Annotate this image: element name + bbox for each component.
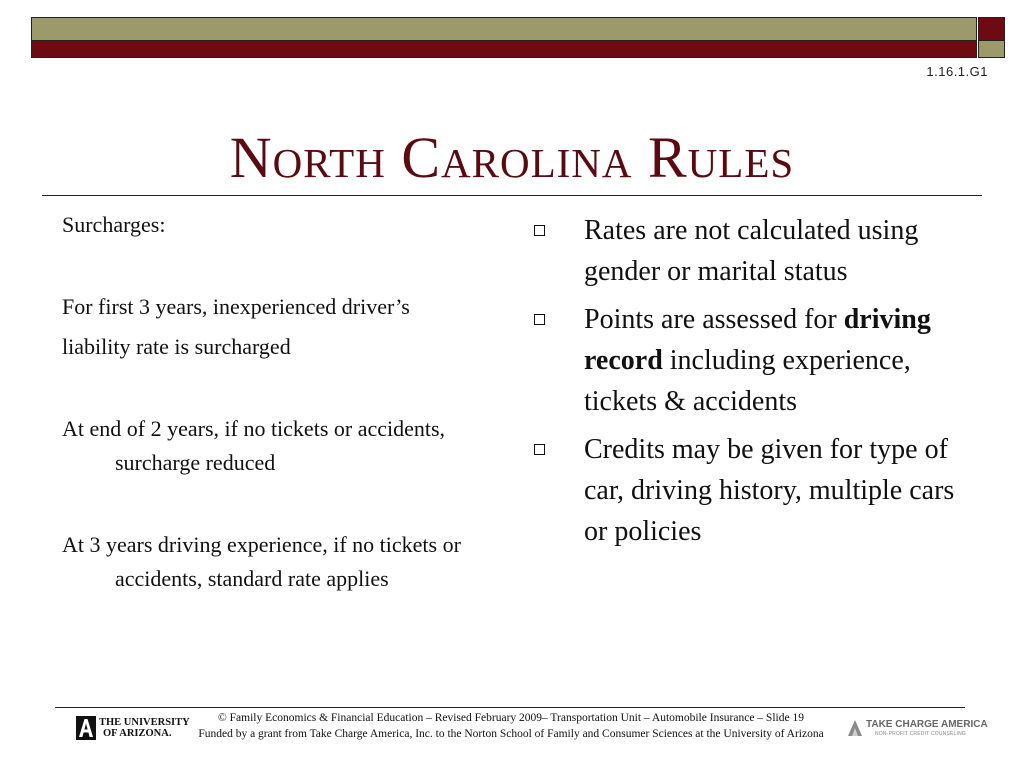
bullet-text-bold: driving record bbox=[584, 304, 931, 376]
bullet-text-pre: Points are assessed for bbox=[584, 304, 844, 335]
standard-rate-paragraph: At 3 years driving experience, if no tickets or accidents, standard rate applies bbox=[62, 532, 461, 591]
left-column bbox=[62, 208, 512, 596]
right-column bbox=[534, 210, 974, 559]
header-band-olive bbox=[31, 17, 977, 41]
take-charge-america-logo bbox=[846, 716, 988, 740]
header-square-olive bbox=[978, 41, 1005, 58]
surcharge-reduction-paragraph: At end of 2 years, if no tickets or accidents, surcharge reduced bbox=[62, 416, 446, 475]
university-a-logo-icon bbox=[76, 716, 96, 740]
header-band-maroon bbox=[31, 41, 977, 58]
bullet-text: Rates are not calculated using gender or marital status bbox=[584, 215, 919, 287]
footer-funding: Funded by a grant from Take Charge America, Inc. to the Norton School of Family and Consumer Sciences at the University of Arizona bbox=[198, 728, 824, 740]
surcharge-line-2: liability rate is surcharged bbox=[62, 334, 291, 359]
footer-text bbox=[176, 710, 846, 742]
surcharges-heading: Surcharges: bbox=[62, 212, 166, 237]
hollow-square-icon bbox=[534, 225, 545, 236]
take-charge-logo-icon bbox=[846, 718, 864, 738]
university-logo-line-1: THE UNIVERSITY bbox=[99, 717, 190, 728]
bullet-item bbox=[534, 429, 974, 552]
hollow-square-icon bbox=[534, 314, 545, 325]
take-charge-subtitle: NON-PROFIT CREDIT COUNSELING bbox=[875, 731, 966, 737]
university-of-arizona-logo bbox=[76, 716, 190, 742]
slide-code: 1.16.1.G1 bbox=[926, 64, 988, 79]
bullet-item bbox=[534, 299, 974, 422]
bullet-item bbox=[534, 210, 974, 292]
bullet-text: Credits may be given for type of car, driving history, multiple cars or policies bbox=[584, 434, 955, 547]
hollow-square-icon bbox=[534, 444, 545, 455]
slide-title: North Carolina Rules bbox=[229, 125, 795, 190]
header-square-maroon bbox=[978, 17, 1005, 41]
bullet-text-post: including experience, tickets & accidents bbox=[584, 345, 911, 417]
footer-divider bbox=[55, 707, 965, 708]
university-logo-line-2: OF ARIZONA. bbox=[103, 728, 172, 739]
footer-copyright: © Family Economics & Financial Education – Revised February 2009– Transportation Unit – Automobile Insurance – Slide 19 bbox=[218, 712, 804, 724]
take-charge-name: TAKE CHARGE AMERICA bbox=[866, 719, 988, 730]
surcharge-line-1: For first 3 years, inexperienced driver’s bbox=[62, 294, 410, 319]
title-divider bbox=[42, 195, 982, 196]
